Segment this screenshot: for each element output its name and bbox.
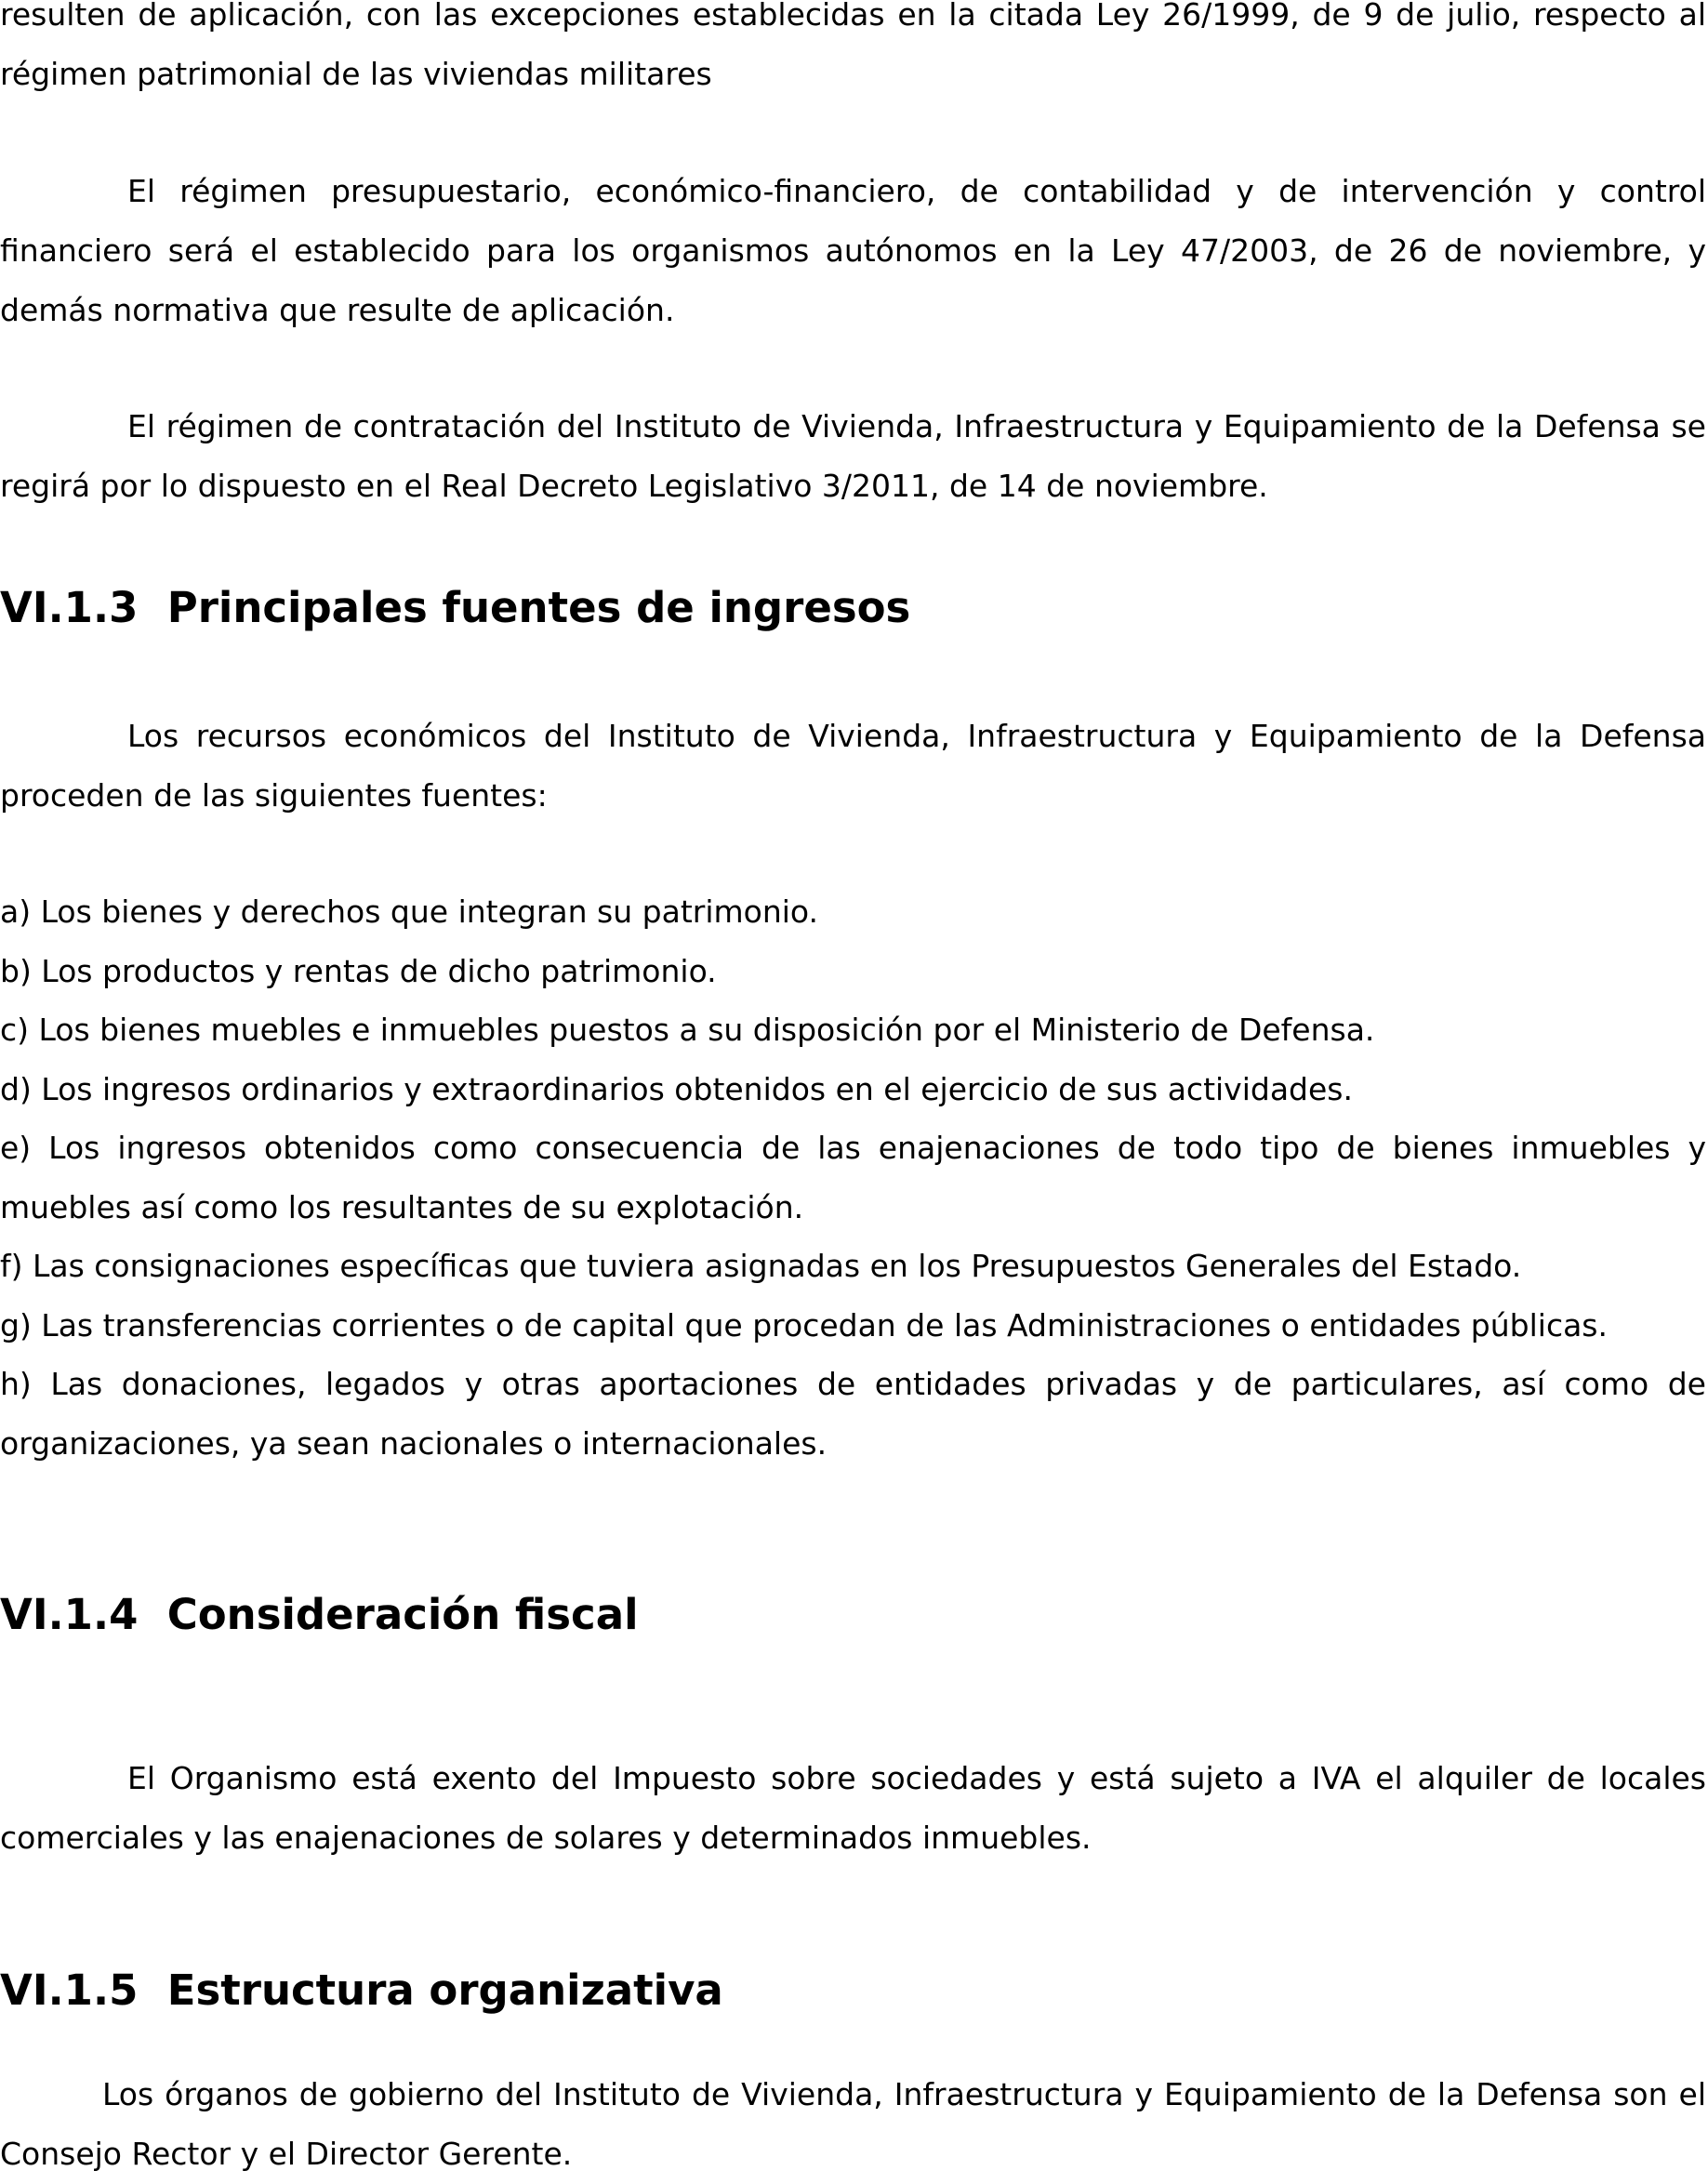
list-item: b) Los productos y rentas de dicho patrimonio. bbox=[0, 952, 717, 989]
section-heading-fiscal: VI.1.4 Consideración fiscal bbox=[0, 1590, 639, 1639]
list-item: d) Los ingresos ordinarios y extraordinarios obtenidos en el ejercicio de sus actividades. bbox=[0, 1070, 1353, 1107]
section-heading-income: VI.1.3 Principales fuentes de ingresos bbox=[0, 583, 911, 632]
income-intro-paragraph: Los recursos económicos del Instituto de Vivienda, Infraestructura y Equipamiento de la Defensa proceden de las siguientes fuentes: bbox=[0, 718, 1706, 814]
list-item: g) Las transferencias corrientes o de capital que procedan de las Administraciones o entidades públicas. bbox=[0, 1306, 1608, 1343]
list-item: e) Los ingresos obtenidos como consecuencia de las enajenaciones de todo tipo de bienes inmuebles y muebles así como los resultantes de su explotación. bbox=[0, 1130, 1706, 1225]
structure-paragraph: Los órganos de gobierno del Instituto de Vivienda, Infraestructura y Equipamiento de la Defensa son el Consejo Rector y el Director Gerente. bbox=[0, 2076, 1706, 2172]
budget-regime-paragraph: El régimen presupuestario, económico-financiero, de contabilidad y de intervención y control financiero será el establecido para los organismos autónomos en la Ley 47/2003, de 26 de noviembre, y demás normativa que resulte de aplicación. bbox=[0, 173, 1706, 328]
list-item: a) Los bienes y derechos que integran su patrimonio. bbox=[0, 893, 819, 930]
contracting-regime-paragraph: El régimen de contratación del Instituto de Vivienda, Infraestructura y Equipamiento de la Defensa se regirá por lo dispuesto en el Real Decreto Legislativo 3/2011, de 14 de noviembre. bbox=[0, 408, 1706, 504]
list-item: h) Las donaciones, legados y otras aportaciones de entidades privadas y de particulares, así como de organizaciones, ya sean nacionales o internacionales. bbox=[0, 1366, 1706, 1462]
income-sources-list bbox=[0, 882, 1706, 1473]
list-item: c) Los bienes muebles e inmuebles puestos a su disposición por el Ministerio de Defensa. bbox=[0, 1012, 1375, 1048]
fiscal-paragraph: El Organismo está exento del Impuesto sobre sociedades y está sujeto a IVA el alquiler de locales comerciales y las enajenaciones de solares y determinados inmuebles. bbox=[0, 1760, 1706, 1856]
section-heading-structure: VI.1.5 Estructura organizativa bbox=[0, 1966, 723, 2015]
intro-paragraph: resulten de aplicación, con las excepciones establecidas en la citada Ley 26/1999, de 9 de julio, respecto al régimen patrimonial de las viviendas militares bbox=[0, 0, 1706, 92]
list-item: f) Las consignaciones específicas que tuviera asignadas en los Presupuestos Generales del Estado. bbox=[0, 1248, 1522, 1284]
